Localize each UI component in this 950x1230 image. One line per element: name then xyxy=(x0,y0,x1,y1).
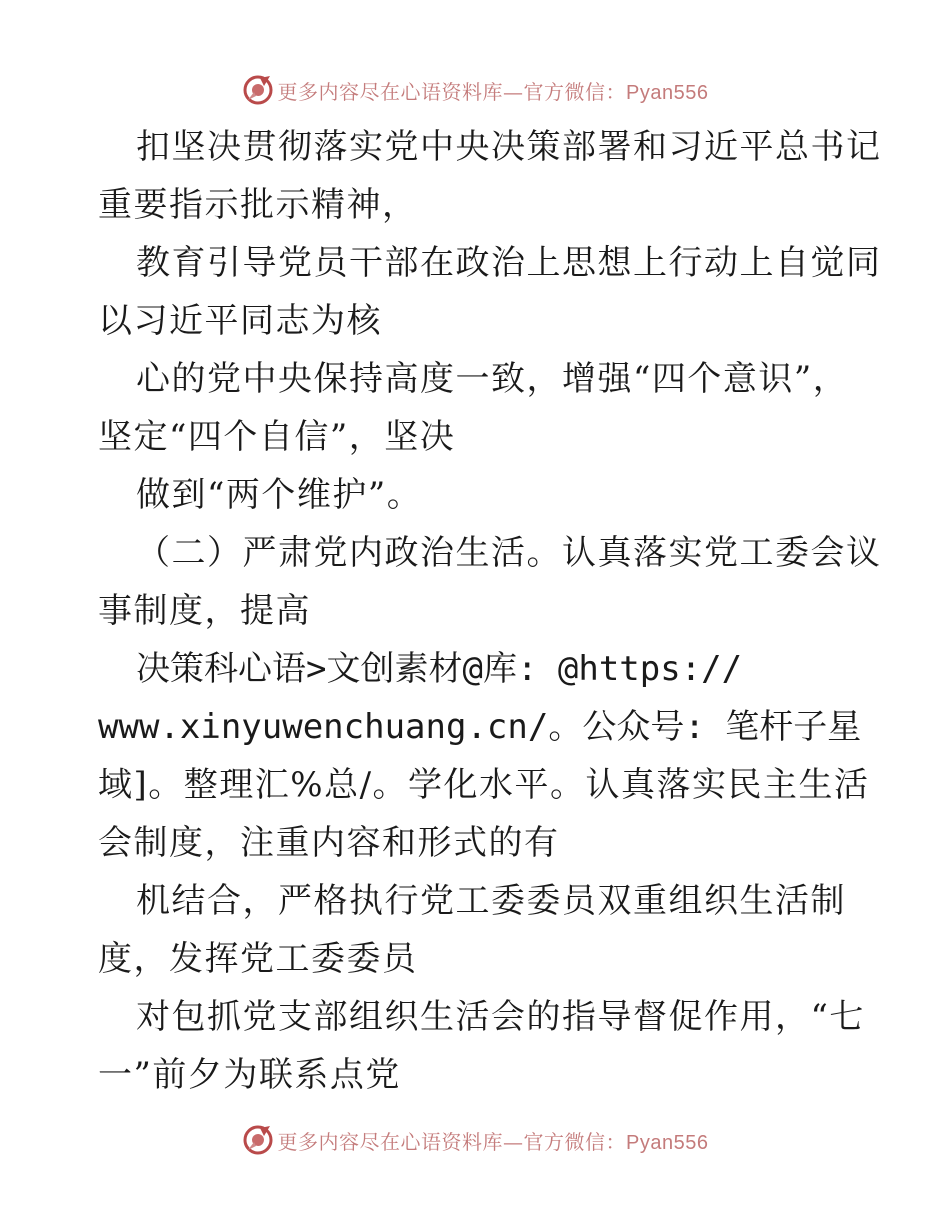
paragraph-line: 度，发挥党工委委员 xyxy=(98,939,418,979)
paragraph-line: 以习近平同志为核 xyxy=(98,301,382,341)
paragraph-line: 事制度，提高 xyxy=(98,591,311,631)
paragraph-line: 重要指示批示精神， xyxy=(98,185,418,225)
paragraph-line: 一”前夕为联系点党 xyxy=(98,1055,401,1095)
brand-logo-icon xyxy=(242,74,274,106)
paragraph-line: 教育引导党员干部在政治上思想上行动上自觉同 xyxy=(136,243,882,283)
paragraph-line: 扣坚决贯彻落实党中央决策部署和习近平总书记 xyxy=(136,127,882,167)
paragraph-line: 心的党中央保持高度一致，增强“四个意识”， xyxy=(136,359,849,399)
document-body xyxy=(98,118,898,1104)
paragraph-line: 决策科心语>文创素材@库: @https:// xyxy=(136,649,743,689)
paragraph-line: 机结合，严格执行党工委委员双重组织生活制 xyxy=(136,881,846,921)
paragraph-line: 坚定“四个自信”，坚决 xyxy=(98,417,456,457)
brand-logo-icon xyxy=(242,1124,274,1156)
watermark-wechat-id: Pyan556 xyxy=(626,1131,709,1154)
header-watermark xyxy=(0,70,950,110)
paragraph-line: 会制度，注重内容和形式的有 xyxy=(98,823,560,863)
watermark-text: 更多内容尽在心语资料库—官方微信：Pyan556 xyxy=(277,1129,709,1154)
footer-watermark xyxy=(0,1120,950,1160)
paragraph-line: 域]。整理汇%总/。学化水平。认真落实民主生活 xyxy=(98,765,870,805)
paragraph-line: 对包抓党支部组织生活会的指导督促作用，“七 xyxy=(136,997,865,1037)
paragraph-line: 做到“两个维护”。 xyxy=(136,475,423,515)
watermark-text: 更多内容尽在心语资料库—官方微信：Pyan556 xyxy=(277,79,709,104)
paragraph-line: （二）严肃党内政治生活。认真落实党工委会议 xyxy=(136,533,882,573)
watermark-wechat-id: Pyan556 xyxy=(626,81,709,104)
paragraph-line: www.xinyuwenchuang.cn/。公众号: 笔杆子星 xyxy=(98,707,862,747)
